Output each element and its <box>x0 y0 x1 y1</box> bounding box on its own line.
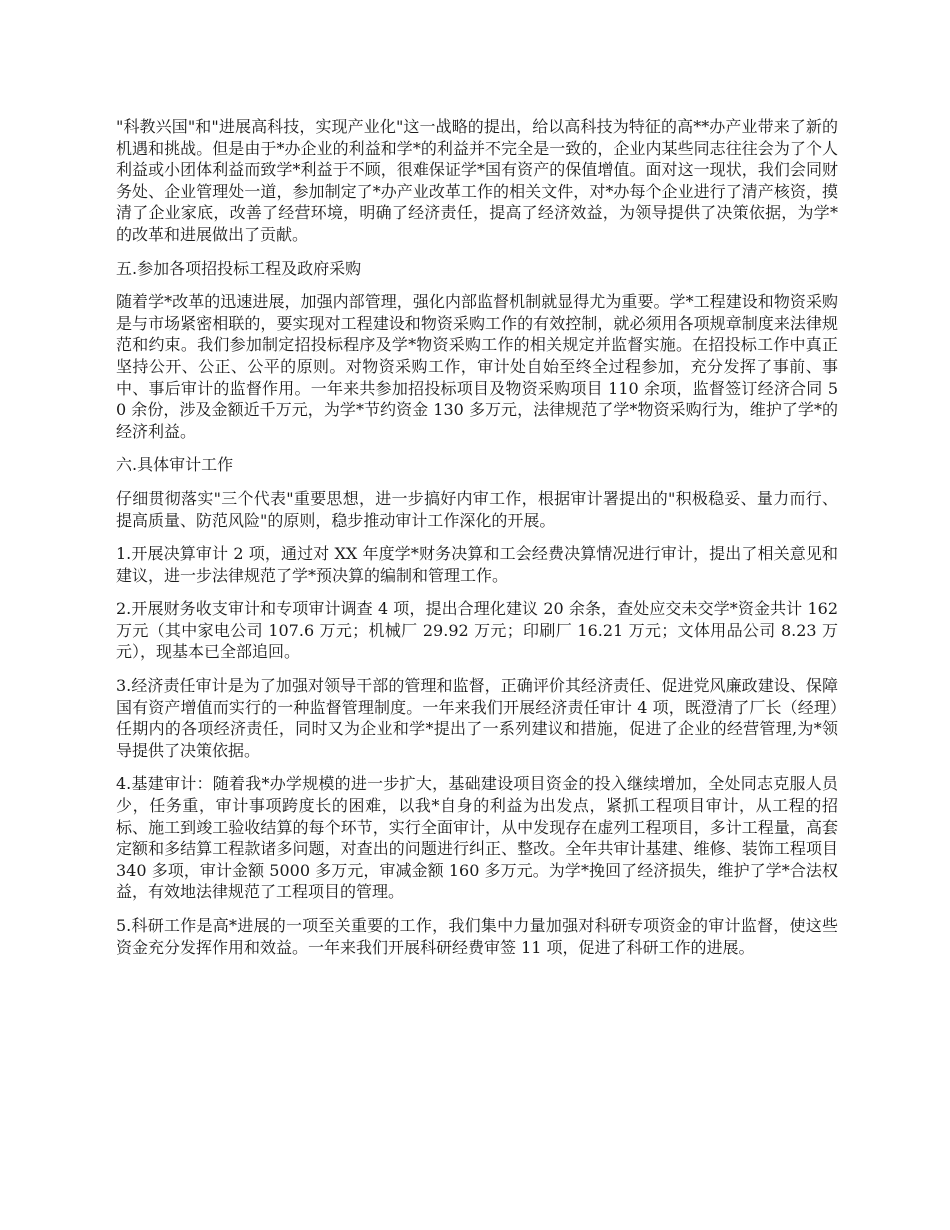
list-item-research-audit: 5.科研工作是高*进展的一项至关重要的工作，我们集中力量加强对科研专项资金的审计监督，使这些资金充分发挥作用和效益。一年来我们开展科研经费审签 11 项，促进了科研工作的进展。 <box>116 916 838 957</box>
paragraph-industry-reform: "科教兴国"和"进展高科技，实现产业化"这一战略的提出，给以高科技为特征的高**办产业带来了新的机遇和挑战。但是由于*办企业的利益和学*的利益并不完全是一致的，企业内某些同志往往会为了个人利益或小团体利益而致学*利益于不顾，很难保证学*国有资产的保值增值。面对这一现状，我们会同财务处、企业管理处一道，参加制定了*办产业改革工作的相关文件，对*办每个企业进行了清产核资，摸清了企业家底，改善了经营环境，明确了经济责任，提高了经济效益，为领导提供了决策依据，为学*的改革和进展做出了贡献。 <box>116 117 838 244</box>
list-item-construction-audit: 4.基建审计：随着我*办学规模的进一步扩大，基础建设项目资金的投入继续增加，全处同志克服人员少，任务重，审计事项跨度长的困难，以我*自身的利益为出发点，紧抓工程项目审计，从工程的招标、施工到竣工验收结算的每个环节，实行全面审计，从中发现存在虚列工程项目，多计工程量，高套定额和多结算工程款诸多问题，对查出的问题进行纠正、整改。全年共审计基建、维修、装饰工程项目 340 多项，审计金额 5000 多万元，审减金额 160 多万元。为学*挽回了经济损失，维护了学*合法权益，有效地法律规范了工程项目的管理。 <box>116 774 838 902</box>
list-item-economic-responsibility-audit: 3.经济责任审计是为了加强对领导干部的管理和监督，正确评价其经济责任、促进党风廉政建设、保障国有资产增值而实行的一种监督管理制度。一年来我们开展经济责任审计 4 项，既澄清了厂长（经理）任期内的各项经济责任，同时又为企业和学*提出了一系列建议和措施，促进了企业的经营管理,为*领导提供了决策依据。 <box>116 676 838 760</box>
document-body <box>116 116 838 970</box>
list-item-financial-audit: 2.开展财务收支审计和专项审计调查 4 项，提出合理化建议 20 余条，查处应交未交学*资金共计 162 万元（其中家电公司 107.6 万元；机械厂 29.92 万元；印刷厂 16.21 万元；文体用品公司 8.23 万元），现基本已全部追回。 <box>116 599 838 662</box>
paragraph-procurement: 随着学*改革的迅速进展，加强内部管理，强化内部监督机制就显得尤为重要。学*工程建设和物资采购是与市场紧密相联的，要实现对工程建设和物资采购工作的有效控制，就必须用各项规章制度来法律规范和约束。我们参加制定招投标程序及学*物资采购工作的相关规定并监督实施。在招投标工作中真正坚持公开、公正、公平的原则。对物资采购工作，审计处自始至终全过程参加，充分发挥了事前、事中、事后审计的监督作用。一年来共参加招投标项目及物资采购项目 110 余项，监督签订经济合同 50 余份，涉及金额近千万元，为学*节约资金 130 多万元，法律规范了学*物资采购行为，维护了学*的经济利益。 <box>116 292 838 441</box>
section-heading-audit-work: 六.具体审计工作 <box>116 455 234 475</box>
section-heading-procurement: 五.参加各项招投标工程及政府采购 <box>116 258 362 278</box>
paragraph-audit-intro: 仔细贯彻落实"三个代表"重要思想，进一步搞好内审工作，根据审计署提出的"积极稳妥、量力而行、提高质量、防范风险"的原则，稳步推动审计工作深化的开展。 <box>116 488 838 530</box>
list-item-final-accounts-audit: 1.开展决算审计 2 项，通过对 XX 年度学*财务决算和工会经费决算情况进行审计，提出了相关意见和建议，进一步法律规范了学*预决算的编制和管理工作。 <box>116 544 838 585</box>
